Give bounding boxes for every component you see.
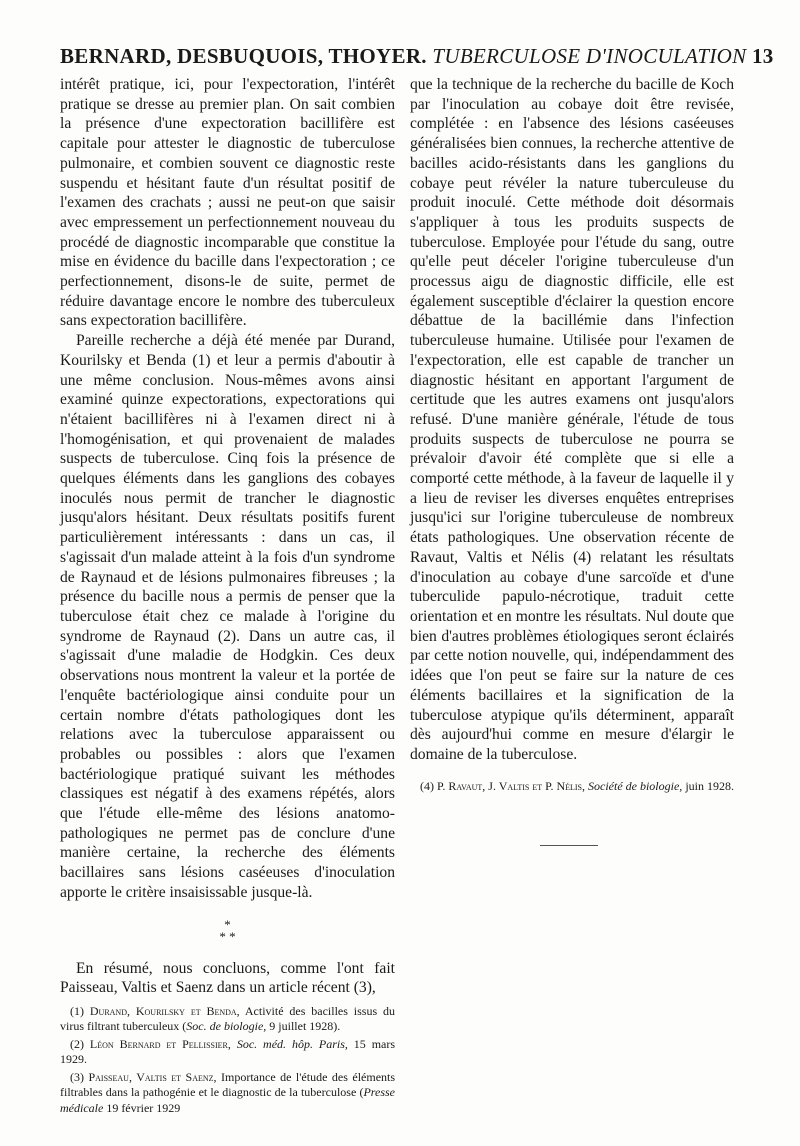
header-title: TUBERCULOSE D'INOCULATION	[432, 44, 747, 68]
footnote-source: Soc. de biologie,	[186, 1019, 267, 1034]
paragraph-summary: que la technique de la recherche du bacille de Koch par l'inoculation au cobaye doit être revisée, complétée : en l'absence des lésions caséeuses généralisées bien connues, la recherche attentive de bacilles acido-résistants dans les ganglions du cobaye peut révéler la nature tuberculeuse du produit inoculé. Cette méthode doit désormais s'appliquer à tous les produits suspects de tuberculose. Employée pour l'étude du sang, outre qu'elle peut déceler l'origine tuberculeuse d'un processus aigu de diagnostic difficile, elle est également susceptible d'éclairer la question encore débattue de la bacillémie dans l'infection tuberculeuse humaine. Utilisée pour l'examen de l'expectoration, elle est capable de trancher un diagnostic hésitant en apportant l'argument de certitude que les autres examens ont jusqu'alors refusé. D'une manière générale, l'étude de tous produits suspects de tuberculose ne pourra se prévaloir d'avoir été complète que si elle a comporté cette méthode, à la faveur de laquelle il y a lieu de reviser les diverses enquêtes entreprises jusqu'ici sur l'origine tuberculeuse de nombreux états pathologiques. Une observation récente de Ravaut, Valtis et Nélis (4) relatant les résultats d'inoculation au cobaye d'une sarcoïde et d'une tuberculide papulo-nécrotique, traduit cette orientation et en montre les résultats. Nul doute que bien d'autres problèmes étiologiques seront éclairés par cette notion nouvelle, qui, indépendamment des idées que l'on peut se faire sur la nature de ces éléments bacillaires et la signification de la tuberculose atypique qu'ils déterminent, apparaît dès aujourd'hui comme en mesure d'élargir le domaine de la tuberculose.	[410, 76, 734, 763]
paragraph-conclusion: En résumé, nous concluons, comme l'ont fait Paisseau, Valtis et Saenz dans un article récent (3),	[60, 959, 395, 997]
footnote-marker: (4)	[420, 778, 434, 793]
separator-star-bottom: * *	[219, 928, 236, 944]
running-header	[60, 44, 774, 69]
section-separator	[60, 916, 395, 944]
paragraph-research: Pareille recherche a déjà été menée par Durand, Kourilsky et Benda (1) et leur a permis d'aboutir à une même conclusion. Nous-mêmes avons ainsi examiné quinze expectorations, expectorations qui n'étaient bacillifères ni à l'examen direct ni à l'homogénisation, et qui provenaient de malades suspects de tuberculose. Cinq fois la présence de quelques éléments dans les ganglions des cobayes inoculés nous permit de trancher le diagnostic jusqu'alors hésitant. Deux résultats positifs furent particulièrement intéressants : dans un cas, il s'agissait d'un malade atteint à la fois d'un syndrome de Raynaud et de lésions pulmonaires fibreuses ; la présence du bacille nous a permis de penser que la tuberculose était chez ce malade à l'origine du syndrome de Raynaud (2). Dans un autre cas, il s'agissait d'une maladie de Hodgkin. Ces deux observations nous montrent la valeur et la portée de l'enquête bactériologique ainsi conduite pour un certain nombre d'états pathologiques dont les relations avec la tuberculose apparaissent ou probables ou possibles : alors que l'examen bactériologique pratiqué suivant les méthodes classiques est négatif à des examens répétés, alors que l'étude elle-même des lésions anatomo-pathologiques ne permet pas de conclure d'une manière certaine, la recherche des éléments bacillaires sans lésions caséeuses d'inoculation apporte le critère insaisissable jusque-là.	[60, 332, 395, 901]
footnote-source: Société de biologie,	[588, 778, 683, 793]
footnote-marker: (2)	[70, 1036, 84, 1051]
footnote-date: 9 juillet 1928).	[269, 1019, 341, 1034]
footnote-marker: (3)	[70, 1069, 84, 1084]
footnote-authors: P. Ravaut, J. Valtis et P. Nélis,	[437, 778, 585, 793]
footnotes-left	[60, 1004, 395, 1117]
right-column	[410, 75, 734, 796]
page-number: 13	[751, 44, 774, 68]
footnote	[60, 1004, 395, 1035]
footnote-authors: Léon Bernard et Pellissier,	[89, 1036, 231, 1051]
footnote-text: Importance de l'étude des éléments filtrables dans la pathogénie et le diagnostic de la tuberculose (	[60, 1069, 396, 1100]
header-authors: BERNARD, DESBUQUOIS, THOYER.	[60, 44, 427, 68]
footnote-source: Presse médicale	[60, 1085, 395, 1115]
separator-star-top: *	[224, 916, 231, 932]
paragraph-continuation: intérêt pratique, ici, pour l'expectoration, l'intérêt pratique se dresse au premier plan. On sait combien la présence d'une expectoration bacillifère est capitale pour attester le diagnostic de tuberculose pulmonaire, et combien souvent ce diagnostic reste suspendu et hésitant faute d'un résultat positif de l'examen des crachats ; aussi ne peut-on que saisir avec empressement un perfectionnement nouveau du procédé de diagnostic incomparable que constitue la mise en évidence du bacille dans l'expectoration ; ce perfectionnement, disons-le de suite, permet de réduire davantage encore le nombre des tuberculeux sans expectoration bacillifère.	[60, 76, 395, 330]
footnote-date: 15 mars 1929.	[60, 1036, 396, 1067]
footnote-source: Soc. méd. hôp. Paris,	[236, 1036, 348, 1051]
footnote-marker: (1)	[70, 1003, 84, 1018]
footnote-text: Activité des bacilles issus du virus filtrant tuberculeux (	[60, 1003, 395, 1034]
footnote	[60, 1070, 395, 1117]
footnote-date: 19 février 1929	[106, 1100, 181, 1115]
footnotes-right	[410, 779, 734, 795]
footnote-authors: Durand, Kourilsky et Benda,	[89, 1003, 240, 1018]
left-column	[60, 75, 395, 1118]
end-rule	[540, 845, 598, 846]
footnote	[410, 779, 734, 795]
footnote-date: juin 1928.	[685, 778, 734, 793]
footnote-authors: Paisseau, Valtis et Saenz,	[88, 1069, 217, 1084]
footnote	[60, 1037, 395, 1068]
